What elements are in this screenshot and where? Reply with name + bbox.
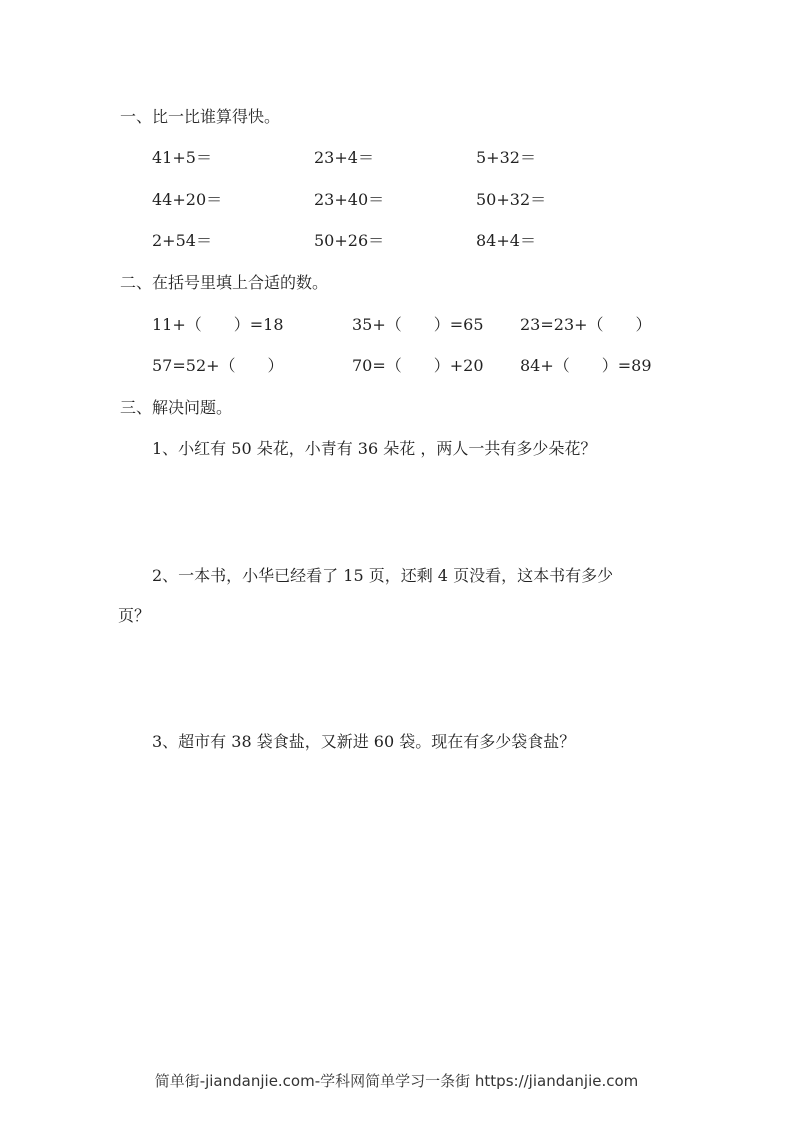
sum-item: 2+54＝ <box>152 231 212 250</box>
fill-item: 11+（ ）=18 <box>152 315 284 334</box>
sum-item: 44+20＝ <box>152 190 223 209</box>
sum-item: 50+26＝ <box>314 231 385 250</box>
word-problem-2: 2、一本书，小华已经看了 15 页，还剩 4 页没看，这本书有多少 <box>152 566 614 585</box>
sum-item: 50+32＝ <box>476 190 547 209</box>
word-problem-2-cont: 页？ <box>118 606 151 625</box>
sum-item: 23+40＝ <box>314 190 385 209</box>
fill-item: 84+（ ）=89 <box>520 356 652 375</box>
sum-item: 23+4＝ <box>314 148 374 167</box>
sum-item: 5+32＝ <box>476 148 536 167</box>
fill-item: 35+（ ）=65 <box>352 315 484 334</box>
sum-item: 41+5＝ <box>152 148 212 167</box>
fill-item: 57=52+（ ） <box>152 356 284 375</box>
footer-watermark: 简单街-jiandanjie.com-学科网简单学习一条街 https://jiandanjie.com <box>154 1072 639 1090</box>
section2-heading: 二、在括号里填上合适的数。 <box>120 273 329 292</box>
word-problem-3: 3、超市有 38 袋食盐，又新进 60 袋。现在有多少袋食盐？ <box>152 732 576 751</box>
word-problem-1: 1、小红有 50 朵花，小青有 36 朵花 ，两人一共有多少朵花？ <box>152 439 597 458</box>
section3-heading: 三、解决问题。 <box>120 398 233 417</box>
fill-item: 70=（ ）+20 <box>352 356 484 375</box>
sum-item: 84+4＝ <box>476 231 536 250</box>
fill-item: 23=23+（ ） <box>520 315 652 334</box>
section1-heading: 一、比一比谁算得快。 <box>120 107 281 126</box>
